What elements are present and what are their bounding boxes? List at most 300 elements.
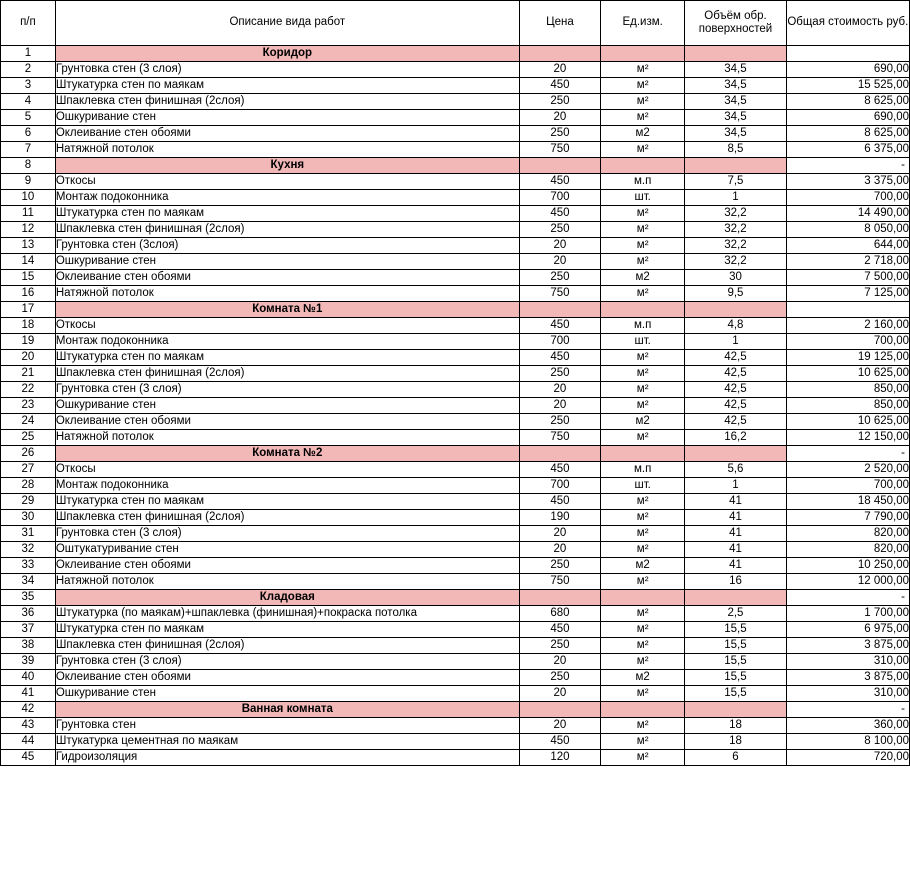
cell-description: Комната №1 bbox=[55, 302, 519, 318]
cell-description: Оклеивание стен обоями bbox=[55, 270, 519, 286]
table-row bbox=[1, 718, 910, 734]
cell-volume bbox=[685, 158, 786, 174]
cell-volume: 18 bbox=[685, 734, 786, 750]
section-row bbox=[1, 302, 910, 318]
cell-unit bbox=[601, 590, 685, 606]
cell-unit: м² bbox=[601, 238, 685, 254]
table-row bbox=[1, 366, 910, 382]
cell-unit: м² bbox=[601, 110, 685, 126]
cell-index: 40 bbox=[1, 670, 56, 686]
cell-description: Ошкуривание стен bbox=[55, 686, 519, 702]
cell-unit: м² bbox=[601, 686, 685, 702]
cell-index: 9 bbox=[1, 174, 56, 190]
column-header-total: Общая стоимость руб. bbox=[786, 1, 909, 46]
cell-description: Грунтовка стен (3 слоя) bbox=[55, 382, 519, 398]
table-row bbox=[1, 222, 910, 238]
table-row bbox=[1, 318, 910, 334]
cell-price bbox=[519, 446, 600, 462]
cell-unit: м.п bbox=[601, 318, 685, 334]
cell-volume: 1 bbox=[685, 334, 786, 350]
table-row bbox=[1, 622, 910, 638]
cell-volume: 2,5 bbox=[685, 606, 786, 622]
cell-volume: 42,5 bbox=[685, 398, 786, 414]
table-row bbox=[1, 510, 910, 526]
cell-price: 20 bbox=[519, 62, 600, 78]
cell-volume: 15,5 bbox=[685, 654, 786, 670]
cell-description: Штукатурка стен по маякам bbox=[55, 78, 519, 94]
cell-index: 38 bbox=[1, 638, 56, 654]
cell-description: Оштукатуривание стен bbox=[55, 542, 519, 558]
cell-index: 20 bbox=[1, 350, 56, 366]
cell-volume: 15,5 bbox=[685, 638, 786, 654]
table-row bbox=[1, 654, 910, 670]
cell-total: - bbox=[786, 702, 909, 718]
cell-index: 41 bbox=[1, 686, 56, 702]
cell-volume: 5,6 bbox=[685, 462, 786, 478]
cell-description: Грунтовка стен bbox=[55, 718, 519, 734]
cell-volume: 41 bbox=[685, 558, 786, 574]
table-row bbox=[1, 638, 910, 654]
table-row bbox=[1, 734, 910, 750]
table-row bbox=[1, 670, 910, 686]
cell-price: 700 bbox=[519, 334, 600, 350]
cell-price: 450 bbox=[519, 206, 600, 222]
cell-price: 20 bbox=[519, 382, 600, 398]
table-row bbox=[1, 110, 910, 126]
cell-description: Комната №2 bbox=[55, 446, 519, 462]
cell-description: Натяжной потолок bbox=[55, 430, 519, 446]
cell-total: 644,00 bbox=[786, 238, 909, 254]
table-row bbox=[1, 94, 910, 110]
cell-index: 10 bbox=[1, 190, 56, 206]
cell-index: 8 bbox=[1, 158, 56, 174]
cell-total: 3 875,00 bbox=[786, 638, 909, 654]
cell-price: 450 bbox=[519, 78, 600, 94]
cell-description: Натяжной потолок bbox=[55, 286, 519, 302]
cell-volume: 16 bbox=[685, 574, 786, 590]
cell-total: 8 625,00 bbox=[786, 94, 909, 110]
cell-unit: м² bbox=[601, 382, 685, 398]
cell-unit bbox=[601, 446, 685, 462]
cell-description: Ванная комната bbox=[55, 702, 519, 718]
cell-description: Грунтовка стен (3 слоя) bbox=[55, 62, 519, 78]
cell-price: 450 bbox=[519, 622, 600, 638]
cell-description: Оклеивание стен обоями bbox=[55, 126, 519, 142]
cell-volume: 42,5 bbox=[685, 414, 786, 430]
cell-total bbox=[786, 46, 909, 62]
cell-description: Шпаклевка стен финишная (2слоя) bbox=[55, 366, 519, 382]
cell-total: 7 790,00 bbox=[786, 510, 909, 526]
table-row bbox=[1, 542, 910, 558]
cell-total: 6 375,00 bbox=[786, 142, 909, 158]
cell-index: 27 bbox=[1, 462, 56, 478]
cell-index: 12 bbox=[1, 222, 56, 238]
cell-unit: м² bbox=[601, 510, 685, 526]
cell-unit bbox=[601, 46, 685, 62]
cell-price bbox=[519, 590, 600, 606]
cell-index: 3 bbox=[1, 78, 56, 94]
cell-unit: м² bbox=[601, 78, 685, 94]
cell-price: 20 bbox=[519, 110, 600, 126]
cell-index: 28 bbox=[1, 478, 56, 494]
cell-description: Штукатурка стен по маякам bbox=[55, 206, 519, 222]
cell-index: 22 bbox=[1, 382, 56, 398]
cell-description: Штукатурка стен по маякам bbox=[55, 494, 519, 510]
cell-price: 20 bbox=[519, 686, 600, 702]
cell-index: 34 bbox=[1, 574, 56, 590]
cell-index: 45 bbox=[1, 750, 56, 766]
section-row bbox=[1, 446, 910, 462]
cell-unit: м2 bbox=[601, 270, 685, 286]
cell-index: 7 bbox=[1, 142, 56, 158]
column-header-description: Описание вида работ bbox=[55, 1, 519, 46]
cell-volume: 34,5 bbox=[685, 110, 786, 126]
cell-description: Монтаж подоконника bbox=[55, 478, 519, 494]
cell-price: 450 bbox=[519, 350, 600, 366]
table-row bbox=[1, 462, 910, 478]
cell-total: 15 525,00 bbox=[786, 78, 909, 94]
cell-total: 3 375,00 bbox=[786, 174, 909, 190]
cell-volume: 42,5 bbox=[685, 350, 786, 366]
table-row bbox=[1, 494, 910, 510]
table-row bbox=[1, 350, 910, 366]
cell-unit: м2 bbox=[601, 414, 685, 430]
cell-total: 8 625,00 bbox=[786, 126, 909, 142]
table-row bbox=[1, 238, 910, 254]
cell-total: 700,00 bbox=[786, 478, 909, 494]
cell-volume: 41 bbox=[685, 542, 786, 558]
table-row bbox=[1, 286, 910, 302]
table-row bbox=[1, 398, 910, 414]
cell-price: 750 bbox=[519, 574, 600, 590]
cell-total: 18 450,00 bbox=[786, 494, 909, 510]
cell-index: 5 bbox=[1, 110, 56, 126]
cell-description: Штукатурка стен по маякам bbox=[55, 622, 519, 638]
table-row bbox=[1, 62, 910, 78]
cell-index: 1 bbox=[1, 46, 56, 62]
cell-index: 36 bbox=[1, 606, 56, 622]
column-header-unit: Ед.изм. bbox=[601, 1, 685, 46]
cell-description: Коридор bbox=[55, 46, 519, 62]
cell-index: 29 bbox=[1, 494, 56, 510]
cell-unit: м² bbox=[601, 398, 685, 414]
cell-unit bbox=[601, 158, 685, 174]
cell-unit bbox=[601, 302, 685, 318]
table-row bbox=[1, 334, 910, 350]
cell-volume: 34,5 bbox=[685, 78, 786, 94]
cell-unit: м² bbox=[601, 62, 685, 78]
cell-price: 20 bbox=[519, 542, 600, 558]
cell-index: 31 bbox=[1, 526, 56, 542]
cell-total: 7 500,00 bbox=[786, 270, 909, 286]
cell-price: 20 bbox=[519, 398, 600, 414]
cell-description: Грунтовка стен (3слоя) bbox=[55, 238, 519, 254]
cell-price: 250 bbox=[519, 366, 600, 382]
cell-price: 250 bbox=[519, 414, 600, 430]
cell-unit: шт. bbox=[601, 334, 685, 350]
cell-description: Откосы bbox=[55, 318, 519, 334]
cell-price: 450 bbox=[519, 174, 600, 190]
cell-index: 44 bbox=[1, 734, 56, 750]
cell-index: 18 bbox=[1, 318, 56, 334]
cell-index: 26 bbox=[1, 446, 56, 462]
cell-unit: шт. bbox=[601, 190, 685, 206]
cell-price: 20 bbox=[519, 526, 600, 542]
table-row bbox=[1, 142, 910, 158]
cell-volume: 32,2 bbox=[685, 206, 786, 222]
cell-volume: 4,8 bbox=[685, 318, 786, 334]
cell-unit: м.п bbox=[601, 462, 685, 478]
cell-volume: 41 bbox=[685, 510, 786, 526]
cell-total: 1 700,00 bbox=[786, 606, 909, 622]
cell-index: 2 bbox=[1, 62, 56, 78]
cell-description: Шпаклевка стен финишная (2слоя) bbox=[55, 222, 519, 238]
cell-index: 35 bbox=[1, 590, 56, 606]
cell-description: Оклеивание стен обоями bbox=[55, 558, 519, 574]
cell-unit: м² bbox=[601, 222, 685, 238]
table-row bbox=[1, 254, 910, 270]
table-header-row bbox=[1, 1, 910, 46]
cell-total: 690,00 bbox=[786, 110, 909, 126]
cell-description: Оклеивание стен обоями bbox=[55, 414, 519, 430]
table-row bbox=[1, 750, 910, 766]
cell-price: 450 bbox=[519, 318, 600, 334]
cell-total: 2 160,00 bbox=[786, 318, 909, 334]
cell-total: 2 718,00 bbox=[786, 254, 909, 270]
section-row bbox=[1, 158, 910, 174]
cell-total: - bbox=[786, 158, 909, 174]
cell-unit: м² bbox=[601, 718, 685, 734]
cell-price: 20 bbox=[519, 238, 600, 254]
cell-price: 680 bbox=[519, 606, 600, 622]
table-row bbox=[1, 606, 910, 622]
cell-price: 700 bbox=[519, 190, 600, 206]
cell-index: 43 bbox=[1, 718, 56, 734]
cell-price: 20 bbox=[519, 254, 600, 270]
cell-unit: м² bbox=[601, 750, 685, 766]
cell-description: Грунтовка стен (3 слоя) bbox=[55, 654, 519, 670]
cell-total: 12 150,00 bbox=[786, 430, 909, 446]
cell-description: Штукатурка стен по маякам bbox=[55, 350, 519, 366]
section-row bbox=[1, 590, 910, 606]
cell-total: 850,00 bbox=[786, 398, 909, 414]
cell-price bbox=[519, 702, 600, 718]
cell-unit: м.п bbox=[601, 174, 685, 190]
cell-description: Гидроизоляция bbox=[55, 750, 519, 766]
cell-price: 700 bbox=[519, 478, 600, 494]
cell-total: - bbox=[786, 590, 909, 606]
table-row bbox=[1, 526, 910, 542]
cell-total: 310,00 bbox=[786, 686, 909, 702]
cell-volume: 7,5 bbox=[685, 174, 786, 190]
cell-total: 6 975,00 bbox=[786, 622, 909, 638]
cell-index: 32 bbox=[1, 542, 56, 558]
cell-price: 250 bbox=[519, 94, 600, 110]
cell-description: Монтаж подоконника bbox=[55, 190, 519, 206]
column-header-num: п/п bbox=[1, 1, 56, 46]
cell-index: 21 bbox=[1, 366, 56, 382]
cell-volume: 8,5 bbox=[685, 142, 786, 158]
cell-unit: м² bbox=[601, 350, 685, 366]
table-row bbox=[1, 270, 910, 286]
cell-description: Откосы bbox=[55, 462, 519, 478]
cell-unit: м² bbox=[601, 606, 685, 622]
cell-total: 820,00 bbox=[786, 526, 909, 542]
cell-volume: 15,5 bbox=[685, 686, 786, 702]
cell-price: 20 bbox=[519, 718, 600, 734]
cell-description: Кухня bbox=[55, 158, 519, 174]
cell-description: Откосы bbox=[55, 174, 519, 190]
cell-description: Шпаклевка стен финишная (2слоя) bbox=[55, 94, 519, 110]
cell-index: 30 bbox=[1, 510, 56, 526]
cell-total: 8 100,00 bbox=[786, 734, 909, 750]
cell-volume bbox=[685, 46, 786, 62]
cell-volume: 32,2 bbox=[685, 238, 786, 254]
cell-price: 250 bbox=[519, 670, 600, 686]
cell-unit: м² bbox=[601, 542, 685, 558]
cell-index: 4 bbox=[1, 94, 56, 110]
cell-volume: 30 bbox=[685, 270, 786, 286]
cell-total: 720,00 bbox=[786, 750, 909, 766]
cell-description: Ошкуривание стен bbox=[55, 254, 519, 270]
cell-unit: м² bbox=[601, 206, 685, 222]
cell-description: Ошкуривание стен bbox=[55, 398, 519, 414]
cell-description: Оклеивание стен обоями bbox=[55, 670, 519, 686]
cell-total: 690,00 bbox=[786, 62, 909, 78]
cell-volume: 16,2 bbox=[685, 430, 786, 446]
cell-index: 39 bbox=[1, 654, 56, 670]
cell-description: Штукатурка (по маякам)+шпаклевка (финишная)+покраска потолка bbox=[55, 606, 519, 622]
cell-unit: м² bbox=[601, 430, 685, 446]
cell-volume: 15,5 bbox=[685, 670, 786, 686]
cell-volume: 15,5 bbox=[685, 622, 786, 638]
table-row bbox=[1, 126, 910, 142]
cell-price: 20 bbox=[519, 654, 600, 670]
cell-total: 10 625,00 bbox=[786, 414, 909, 430]
cell-volume bbox=[685, 302, 786, 318]
cell-volume: 41 bbox=[685, 526, 786, 542]
table-row bbox=[1, 686, 910, 702]
cell-volume: 6 bbox=[685, 750, 786, 766]
cell-unit bbox=[601, 702, 685, 718]
cell-price: 450 bbox=[519, 462, 600, 478]
cell-price: 250 bbox=[519, 126, 600, 142]
cell-total: 3 875,00 bbox=[786, 670, 909, 686]
cell-unit: м2 bbox=[601, 126, 685, 142]
cell-index: 14 bbox=[1, 254, 56, 270]
cell-unit: м² bbox=[601, 526, 685, 542]
cell-description: Шпаклевка стен финишная (2слоя) bbox=[55, 638, 519, 654]
cell-volume: 1 bbox=[685, 190, 786, 206]
cell-volume bbox=[685, 590, 786, 606]
cell-index: 11 bbox=[1, 206, 56, 222]
cell-description: Натяжной потолок bbox=[55, 574, 519, 590]
cell-volume: 1 bbox=[685, 478, 786, 494]
cell-index: 17 bbox=[1, 302, 56, 318]
cell-total: 10 625,00 bbox=[786, 366, 909, 382]
cell-price: 250 bbox=[519, 638, 600, 654]
cell-volume: 34,5 bbox=[685, 62, 786, 78]
cell-index: 15 bbox=[1, 270, 56, 286]
cell-total: 19 125,00 bbox=[786, 350, 909, 366]
cell-volume: 32,2 bbox=[685, 254, 786, 270]
cell-index: 25 bbox=[1, 430, 56, 446]
table-row bbox=[1, 78, 910, 94]
cell-total: 12 000,00 bbox=[786, 574, 909, 590]
table-row bbox=[1, 558, 910, 574]
cell-unit: м² bbox=[601, 366, 685, 382]
cell-price: 750 bbox=[519, 286, 600, 302]
cell-index: 24 bbox=[1, 414, 56, 430]
column-header-price: Цена bbox=[519, 1, 600, 46]
cell-description: Штукатурка цементная по маякам bbox=[55, 734, 519, 750]
cell-price bbox=[519, 302, 600, 318]
cell-total: 10 250,00 bbox=[786, 558, 909, 574]
cell-price: 250 bbox=[519, 558, 600, 574]
table-row bbox=[1, 382, 910, 398]
cell-price bbox=[519, 158, 600, 174]
cell-index: 33 bbox=[1, 558, 56, 574]
cell-total: 310,00 bbox=[786, 654, 909, 670]
cell-total: 8 050,00 bbox=[786, 222, 909, 238]
cell-index: 37 bbox=[1, 622, 56, 638]
table-row bbox=[1, 430, 910, 446]
cell-price: 250 bbox=[519, 222, 600, 238]
table-row bbox=[1, 206, 910, 222]
cell-volume: 42,5 bbox=[685, 382, 786, 398]
cell-index: 16 bbox=[1, 286, 56, 302]
cell-description: Монтаж подоконника bbox=[55, 334, 519, 350]
cell-index: 23 bbox=[1, 398, 56, 414]
cell-unit: м² bbox=[601, 654, 685, 670]
table-row bbox=[1, 174, 910, 190]
cell-volume: 9,5 bbox=[685, 286, 786, 302]
cell-price: 250 bbox=[519, 270, 600, 286]
cell-total: 850,00 bbox=[786, 382, 909, 398]
table-row bbox=[1, 478, 910, 494]
cell-unit: м² bbox=[601, 142, 685, 158]
cell-price: 120 bbox=[519, 750, 600, 766]
cell-volume bbox=[685, 702, 786, 718]
cell-unit: шт. bbox=[601, 478, 685, 494]
cell-volume: 41 bbox=[685, 494, 786, 510]
table-row bbox=[1, 190, 910, 206]
cell-volume: 34,5 bbox=[685, 126, 786, 142]
cell-description: Ошкуривание стен bbox=[55, 110, 519, 126]
cell-total: 700,00 bbox=[786, 190, 909, 206]
column-header-volume: Объём обр. поверхностей bbox=[685, 1, 786, 46]
cell-total: 7 125,00 bbox=[786, 286, 909, 302]
cell-description: Кладовая bbox=[55, 590, 519, 606]
cell-total: 2 520,00 bbox=[786, 462, 909, 478]
cell-total: 360,00 bbox=[786, 718, 909, 734]
cell-unit: м2 bbox=[601, 558, 685, 574]
cell-volume: 34,5 bbox=[685, 94, 786, 110]
cell-total: 700,00 bbox=[786, 334, 909, 350]
cell-index: 6 bbox=[1, 126, 56, 142]
cell-price: 750 bbox=[519, 142, 600, 158]
cell-unit: м² bbox=[601, 494, 685, 510]
table-row bbox=[1, 574, 910, 590]
cell-index: 13 bbox=[1, 238, 56, 254]
cell-unit: м² bbox=[601, 94, 685, 110]
table-row bbox=[1, 414, 910, 430]
cell-unit: м2 bbox=[601, 670, 685, 686]
cell-volume: 18 bbox=[685, 718, 786, 734]
cell-unit: м² bbox=[601, 254, 685, 270]
cell-total: - bbox=[786, 446, 909, 462]
cell-unit: м² bbox=[601, 574, 685, 590]
